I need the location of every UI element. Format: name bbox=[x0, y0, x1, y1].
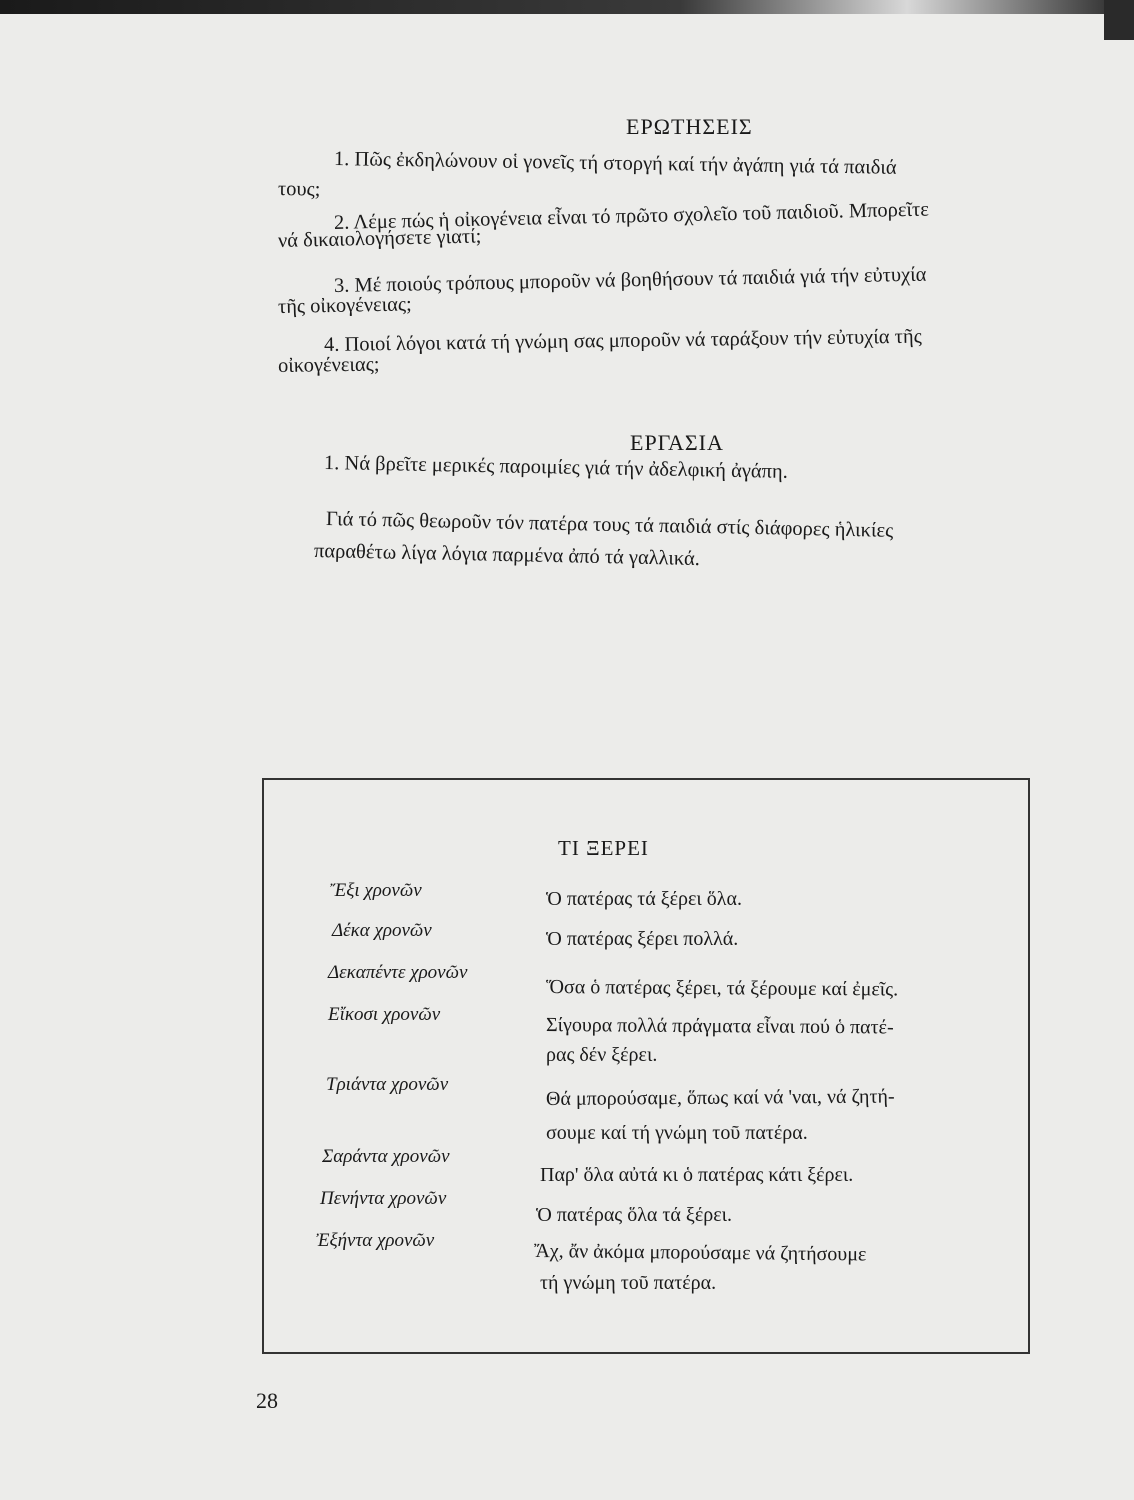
question-1-line2: τους; bbox=[277, 178, 321, 201]
scan-edge bbox=[0, 0, 1134, 14]
question-2-line1: 2. Λέμε πώς ἡ οἰκογένεια εἶναι τό πρῶτο σχολεῖο τοῦ παιδιοῦ. Μπορεῖτε bbox=[333, 198, 930, 234]
saying-text: Ὁ πατέρας τά ξέρει ὅλα. bbox=[546, 888, 742, 910]
saying-text: Ὁ πατέρας ὅλα τά ξέρει. bbox=[536, 1204, 732, 1226]
saying-text: Ὁ πατέρας ξέρει πολλά. bbox=[546, 928, 739, 950]
work-item-1: 1. Νά βρεῖτε μερικές παροιμίες γιά τήν ἀδελφική ἀγάπη. bbox=[323, 452, 789, 483]
saying-text: Θά μπορούσαμε, ὅπως καί νά 'ναι, νά ζητή- bbox=[545, 1085, 895, 1110]
saying-text: Σίγουρα πολλά πράγματα εἶναι πού ὁ πατέ- bbox=[545, 1014, 894, 1039]
question-4-line2: οἰκογένειας; bbox=[277, 353, 380, 377]
saying-text: Ὅσα ὁ πατέρας ξέρει, τά ξέρουμε καί ἐμεῖς. bbox=[545, 976, 899, 1001]
age-label: Ἐξήντα χρονῶν bbox=[316, 1230, 435, 1251]
saying-text-cont: σουμε καί τή γνώμη τοῦ πατέρα. bbox=[546, 1122, 808, 1144]
saying-text-cont: ρας δέν ξέρει. bbox=[546, 1044, 658, 1066]
age-label: Τριάντα χρονῶν bbox=[326, 1074, 449, 1095]
age-label: Ἔξι χρονῶν bbox=[330, 880, 422, 901]
work-heading: ΕΡΓΑΣΙΑ bbox=[630, 430, 724, 455]
question-3-line1: 3. Μέ ποιούς τρόπους μποροῦν νά βοηθήσουν τά παιδιά γιά τήν εὐτυχία bbox=[333, 263, 927, 297]
age-label: Πενήντα χρονῶν bbox=[320, 1188, 447, 1209]
work-intro-line2: παραθέτω λίγα λόγια παρμένα ἀπό τά γαλλικά. bbox=[313, 540, 701, 571]
work-intro-line1: Γιά τό πῶς θεωροῦν τόν πατέρα τους τά παιδιά στίς διάφορες ἡλικίες bbox=[325, 508, 894, 542]
saying-text: Παρ' ὅλα αὐτά κι ὁ πατέρας κάτι ξέρει. bbox=[540, 1164, 854, 1186]
page-number: 28 bbox=[256, 1388, 278, 1413]
age-label: Σαράντα χρονῶν bbox=[322, 1146, 450, 1167]
age-label: Δεκαπέντε χρονῶν bbox=[328, 962, 468, 983]
saying-text: Ἄχ, ἄν ἀκόμα μπορούσαμε νά ζητήσουμε bbox=[533, 1240, 867, 1266]
age-label: Δέκα χρονῶν bbox=[332, 920, 432, 941]
question-2-line2: νά δικαιολογήσετε γιατί; bbox=[277, 225, 482, 252]
box-title: ΤΙ ΞΕΡΕΙ bbox=[558, 836, 649, 860]
question-1-line1: 1. Πῶς ἐκδηλώνουν οἱ γονεῖς τή στοργή καί τήν ἀγάπη γιά τά παιδιά bbox=[333, 148, 897, 179]
questions-heading: ΕΡΩΤΗΣΕΙΣ bbox=[626, 114, 753, 139]
scan-corner bbox=[1104, 0, 1134, 40]
question-3-line2: τῆς οἰκογένειας; bbox=[277, 293, 412, 318]
age-label: Εἴκοσι χρονῶν bbox=[328, 1004, 441, 1025]
saying-text-cont: τή γνώμη τοῦ πατέρα. bbox=[540, 1272, 717, 1294]
question-4-line1: 4. Ποιοί λόγοι κατά τή γνώμη σας μποροῦν νά ταράξουν τήν εὐτυχία τῆς bbox=[323, 325, 922, 356]
